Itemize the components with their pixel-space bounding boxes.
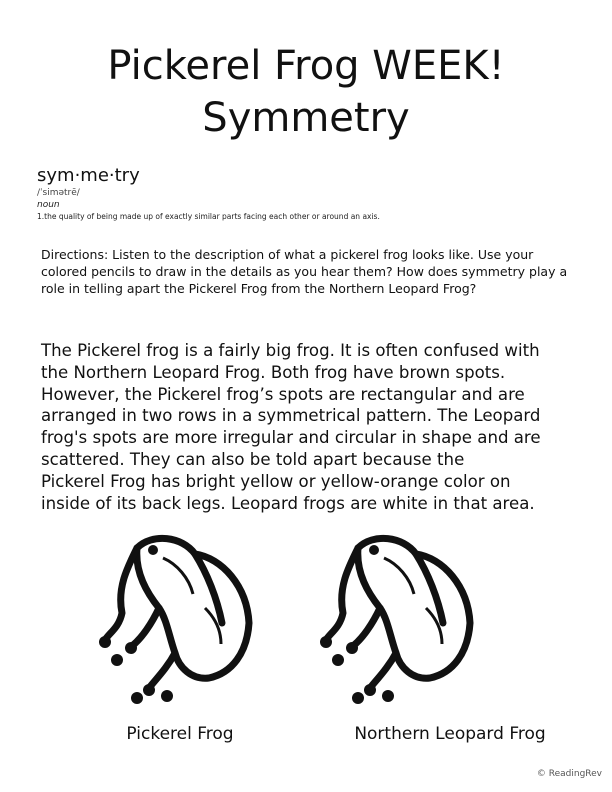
pickerel-frog-caption: Pickerel Frog xyxy=(126,724,234,744)
directions-text: Directions: Listen to the description of what a pickerel frog looks like. Use your colored pencils to draw in the details as you hear them? How does symmetry play a role in telling apart the Pickerel Frog from the Northern Leopard Frog? xyxy=(41,247,568,296)
passage-line: the Northern Leopard Frog. Both frog have brown spots. xyxy=(41,362,506,382)
passage-line: inside of its back legs. Leopard frogs are white in that area. xyxy=(41,493,535,513)
leopard-frog-outline-icon xyxy=(318,528,488,708)
copyright-credit: © ReadingRev xyxy=(536,769,602,779)
leopard-frog-caption: Northern Leopard Frog xyxy=(354,724,546,744)
passage-line: arranged in two rows in a symmetrical pattern. The Leopard xyxy=(41,406,541,426)
page-title: Pickerel Frog WEEK! xyxy=(107,43,505,89)
passage-line: The Pickerel frog is a fairly big frog. It is often confused with xyxy=(41,341,540,360)
page-subtitle: Symmetry xyxy=(202,95,410,141)
passage-line: However, the Pickerel frog’s spots are rectangular and are xyxy=(41,384,525,404)
definition-part-of-speech: noun xyxy=(37,200,60,210)
definition-pronunciation: /ˈsimətrē/ xyxy=(37,188,80,198)
definition-headword: sym·me·try xyxy=(37,165,140,186)
passage-line: frog's spots are more irregular and circular in shape and are xyxy=(41,428,541,448)
passage-line: Pickerel Frog has bright yellow or yellow-orange color on xyxy=(41,471,511,491)
passage-line: scattered. They can also be told apart because the xyxy=(41,449,465,469)
pickerel-frog-outline-icon xyxy=(97,528,267,708)
definition-meaning: 1.the quality of being made up of exactly similar parts facing each other or around an axis. xyxy=(37,212,380,221)
passage xyxy=(41,340,571,514)
